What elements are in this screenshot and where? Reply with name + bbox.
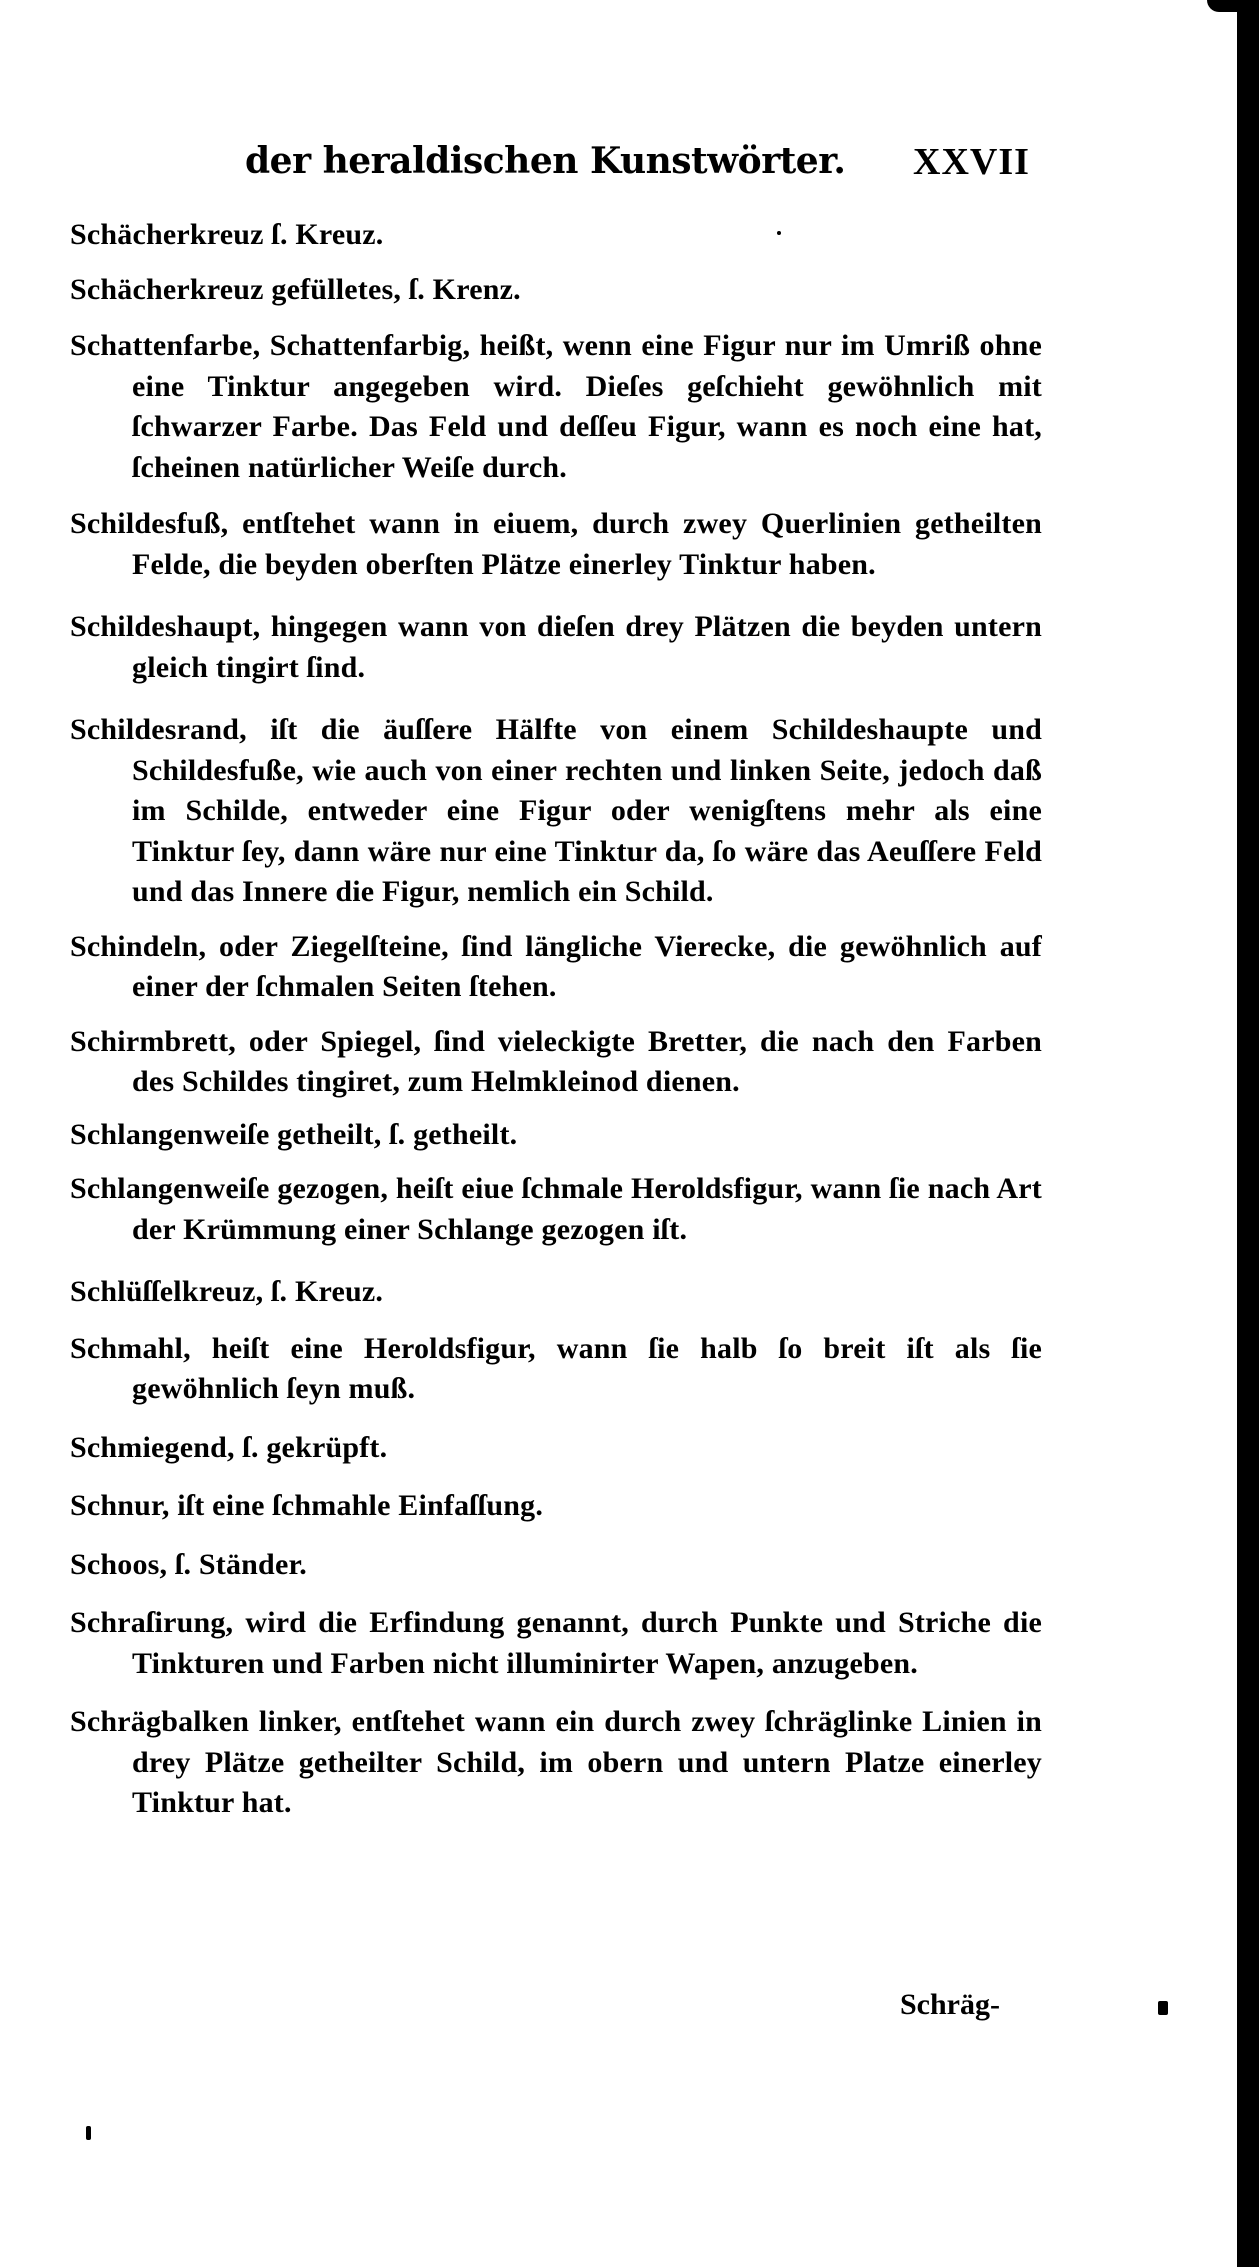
entry-text: oder Ziegelſteine, ſind längliche Vierecke, die gewöhnlich auf einer der ſchmalen Seiten ſtehen. bbox=[132, 929, 1042, 1003]
entry-term: Schächerkreuz bbox=[70, 218, 264, 251]
entry-term: Schoos, bbox=[70, 1547, 168, 1581]
entry-text: ſ. gekrüpft. bbox=[234, 1430, 388, 1464]
entry-term: Schmahl, bbox=[70, 1331, 191, 1365]
glossary-entry bbox=[70, 1603, 1042, 1684]
glossary-entry bbox=[70, 270, 1042, 311]
catchword: Schräg- bbox=[900, 1988, 1000, 2021]
ink-speck bbox=[86, 2126, 91, 2140]
ink-speck bbox=[777, 231, 781, 235]
entry-text: ſ. getheilt. bbox=[381, 1117, 518, 1151]
glossary-entry bbox=[70, 1022, 1042, 1103]
entry-text: iſt die äuſſere Hälfte von einem Schildeshaupte und Schildesfuße, wie auch von einer rechten und linken Seite, jedoch daß im Schilde, entweder eine Figur oder wenigſtens mehr als eine Tinktur ſey, dann wäre nur eine Tinktur da, ſo wäre das Aeuſſere Feld und das Innere die Figur, nemlich ein Schild. bbox=[132, 713, 1042, 908]
glossary-entry bbox=[70, 1702, 1042, 1824]
entry-term: Schnur, bbox=[70, 1489, 170, 1522]
entry-term: Schraſirung, bbox=[70, 1606, 234, 1639]
glossary-entry bbox=[70, 215, 1042, 256]
entry-term: Schmiegend, bbox=[70, 1430, 235, 1464]
glossary-entry bbox=[70, 1115, 1042, 1156]
glossary-entry bbox=[70, 607, 1042, 688]
entry-text: heiſt eiue ſchmale Heroldsfigur, wann ſie nach Art der Krümmung einer Schlange gezogen iſt. bbox=[132, 1172, 1042, 1246]
glossary-entries bbox=[70, 215, 1042, 1824]
entry-text: ſ. Ständer. bbox=[167, 1547, 307, 1581]
glossary-entry bbox=[70, 1329, 1042, 1410]
entry-term: Schirmbrett, bbox=[70, 1024, 236, 1058]
glossary-entry bbox=[70, 1169, 1042, 1250]
entry-text: hingegen wann von dieſen drey Plätzen die beyden untern gleich tingirt ſind. bbox=[132, 610, 1042, 684]
entry-term: Schächerkreuz gefülletes, bbox=[70, 272, 402, 306]
entry-text: ſ. Krenz. bbox=[401, 272, 521, 306]
entry-text: oder Spiegel, ſind vieleckigte Bretter, die nach den Farben des Schildes tingiret, zum Helmkleinod dienen. bbox=[132, 1024, 1042, 1098]
entry-term: Schildeshaupt, bbox=[70, 610, 261, 643]
entry-term: Schildesrand, bbox=[70, 713, 247, 746]
entry-term: Schildesfuß, bbox=[70, 507, 229, 540]
entry-term: Schindeln, bbox=[70, 929, 207, 963]
entry-term: Schlüſſelkreuz, bbox=[70, 1275, 264, 1308]
page-number: XXVII bbox=[913, 141, 1030, 183]
entry-text: ſ. Kreuz. bbox=[263, 218, 384, 251]
glossary-entry bbox=[70, 710, 1042, 913]
entry-term: Schlangenweiſe getheilt, bbox=[70, 1117, 382, 1151]
entry-text: wird die Erfindung genannt, durch Punkte und Striche die Tinkturen und Farben nicht illuminirter Wapen, anzugeben. bbox=[132, 1606, 1042, 1680]
scan-edge-border bbox=[1237, 0, 1259, 2267]
entry-text: entſtehet wann in eiuem, durch zwey Querlinien getheilten Felde, die beyden oberſten Plätze einerley Tinktur haben. bbox=[132, 507, 1042, 581]
glossary-entry bbox=[70, 1545, 1042, 1586]
glossary-entry bbox=[70, 326, 1042, 488]
entry-term: Schrägbalken linker, bbox=[70, 1705, 342, 1738]
glossary-entry bbox=[70, 504, 1042, 585]
entry-text: entſtehet wann ein durch zwey ſchräglinke Linien in drey Plätze getheilter Schild, im obern und untern Platze einerley Tinktur hat. bbox=[132, 1705, 1042, 1819]
entry-text: heißt, wenn eine Figur nur im Umriß ohne eine Tinktur angegeben wird. Dieſes geſchieht gewöhnlich mit ſchwarzer Farbe. Das Feld und deſſeu Figur, wann es noch eine hat, ſcheinen natürlicher Weiſe durch. bbox=[132, 329, 1042, 484]
glossary-entry bbox=[70, 1486, 1042, 1527]
entry-text: iſt eine ſchmahle Einfaſſung. bbox=[169, 1489, 544, 1522]
glossary-entry bbox=[70, 927, 1042, 1008]
entry-text: ſ. Kreuz. bbox=[263, 1275, 384, 1308]
ink-speck bbox=[1158, 2001, 1168, 2015]
running-title: der heraldischen Kunstwörter. bbox=[245, 140, 846, 182]
running-head bbox=[245, 140, 1045, 190]
glossary-entry bbox=[70, 1272, 1042, 1313]
glossary-entry bbox=[70, 1428, 1042, 1469]
entry-text: heiſt eine Heroldsfigur, wann ſie halb ſo breit iſt als ſie gewöhnlich ſeyn muß. bbox=[132, 1331, 1042, 1405]
entry-term: Schattenfarbe, Schattenfarbig, bbox=[70, 329, 471, 362]
entry-term: Schlangenweiſe gezogen, bbox=[70, 1172, 389, 1205]
